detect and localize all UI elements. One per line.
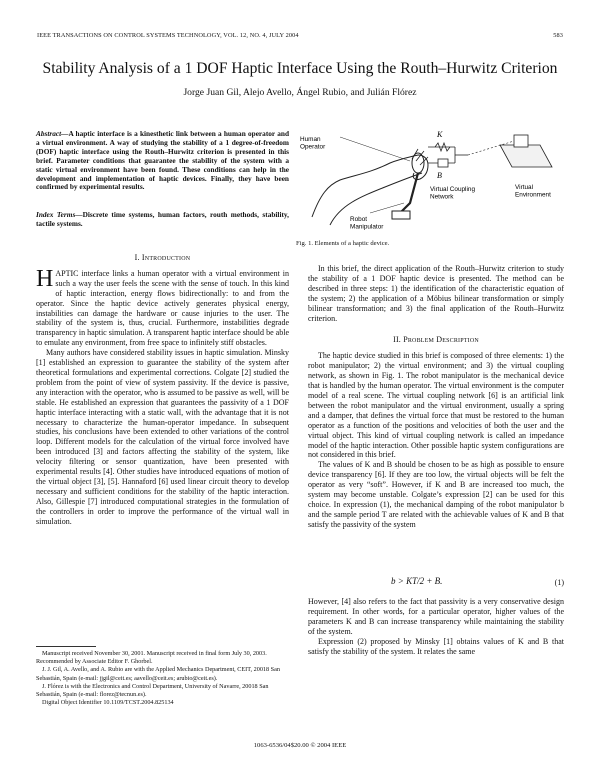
fig-label-k: K	[437, 130, 443, 139]
problem-paragraph-2: The values of K and B should be chosen to be as high as possible to ensure device transparency [6]. If they are too low, the virtual objects will be felt the operator as very “soft”. However, if K and B are increased too much, the system may become unstable. Colgate’s expression [2] can be used for this choice. In expression (1), the mechanical damping of the robot manipulator b and the sample period T are related with the achievable values of K and B that satisfy the passivity of the system	[308, 460, 564, 529]
damper-b	[438, 159, 448, 167]
intro-paragraph-1-text: interface links a human operator with a virtual environment in such a way the user feels the scene with the sense of touch. In this kind of haptic interaction, energy flows bidirectionally: to and from the operator. Since the haptic device actively generates physical energy, instabilities can damage the hardware or cause injuries to the user. The stability of the system is, thus, crucial. Furthermore, instabilities degrade transparency in haptic simulation. A transparent haptic interface should be able to emulate any environment, from free space to infinitely stiff obstacles.	[36, 268, 290, 348]
footnote-1: Manuscript received November 30, 2001. Manuscript received in final form July 30, 2003. Recommended by Associate Editor F. Ghorbel.	[36, 650, 267, 666]
fig-label-robot: Robot Manipulator	[350, 216, 384, 231]
paper-title: Stability Analysis of a 1 DOF Haptic Interface Using the Routh–Hurwitz Criterion	[42, 60, 558, 77]
haptic-device-diagram	[300, 125, 570, 235]
intro-paragraph-1	[36, 265, 290, 348]
section1-heading: I. Introduction	[134, 253, 191, 262]
intro-paragraph-2: Many authors have considered stability issues in haptic simulation. Minsky [1] established an expression to guarantee the stability of the system after theoretical formulations and experimental corrections. Colgate [2] studied the problem from the point of view of system passivity. If the device is passive, any interaction with the operator, who is assumed to be passive as well, will be stable. He established an expression that guarantees the passivity of a 1 DOF haptic interface interacting with a static wall, with the advantage that it is not necessary to characterize the human-operator impedance. In subsequent studies, his conclusions have been extended to other variations of the control loop. Different models for the calculation of the virtual force involved have been introduced [3] and factors affecting the stability of the system, like velocity filtering or sensor quantization, have been presented with experimental results [4]. Other studies have introduced equations of motion of the virtual object [3], [5]. Hannaford [6] used linear circuit theory to develop necessary and sufficient conditions for the stability of the haptic interaction. Also, Gillespie [7] introduced computational strategies in the formulation of the controllers in order to improve the performance of the virtual wall in simulation.	[36, 348, 289, 526]
problem-paragraph-4: Expression (2) proposed by Minsky [1] obtains values of K and B that satisfy the stability of the system. It relates the same	[308, 636, 564, 656]
section2-heading: II. Problem Description	[393, 335, 479, 345]
virtual-object	[514, 135, 528, 147]
abstract	[36, 130, 289, 192]
equation-1	[308, 576, 564, 590]
hand-fingers	[412, 149, 428, 165]
index-terms	[36, 211, 289, 229]
equation-body: b > KT/2 + B.	[391, 576, 443, 586]
copyright-footer: 1063-6536/04$20.00 © 2004 IEEE	[253, 742, 347, 749]
footnote-4: Digital Object Identifier 10.1109/TCST.2004.825134	[42, 699, 174, 707]
figure-caption: Fig. 1. Elements of a haptic device.	[296, 240, 390, 247]
problem-paragraph-3: However, [4] also refers to the fact that passivity is a very conservative design requirement. In other words, for a particular operator, higher values of the parameters K and B can increase transparency while maintaining the stability of the system.	[308, 597, 564, 636]
fig-label-human: Human Operator	[300, 136, 326, 151]
right-column	[308, 264, 564, 530]
right-intro-paragraph: In this brief, the direct application of the Routh–Hurwitz criterion to study the stability of a 1 DOF haptic device is presented. The method can be described in three steps: 1) the identification of the characteristic equation of the system; 2) the application of a Möbius bilinear transformation or simply bilinear transformation; and 3) the final application of the Routh–Hurwitz criterion.	[308, 264, 564, 323]
human-label-leader	[340, 137, 410, 161]
introduction-section	[36, 253, 289, 526]
footnote-rule	[36, 646, 96, 647]
operator-arm	[312, 155, 418, 217]
drop-cap: H	[36, 265, 54, 292]
abstract-text: A haptic interface is a kinesthetic link between a human operator and a virtual environment. A way of studying the stability of a 1 degree-of-freedom (DOF) haptic interface using the Routh–Hurwitz criterion is presented in this brief. Parameter conditions that guarantee the stability of the system with a static virtual environment have been found. These conditions can help in the development and implementation of haptic devices. Finally, they have been confirmed by experimental results.	[36, 129, 289, 192]
index-terms-label: Index Terms—	[36, 210, 83, 219]
fig-label-b: B	[437, 171, 442, 180]
footnotes	[36, 650, 289, 707]
footnote-2: J. J. Gil, A. Avello, and A. Rubio are with the Applied Mechanics Department, CEIT, 20018 San Sebastián, Spain (e-mail: jjgil@ceit.es; aavello@ceit.es; arubio@ceit.es).	[36, 666, 280, 682]
page-number: 583	[553, 32, 563, 39]
equation-number: (1)	[554, 578, 564, 587]
intro-lead-word: APTIC	[55, 268, 79, 278]
robot-base	[392, 211, 410, 219]
right-column-lower	[308, 597, 564, 656]
index-terms-text: Discrete time systems, human factors, routh methods, stability, tactile systems.	[36, 210, 289, 228]
author-list: Jorge Juan Gil, Alejo Avello, Ángel Rubio, and Julián Flórez	[183, 87, 417, 98]
robot-link	[400, 173, 418, 213]
journal-header: IEEE TRANSACTIONS ON CONTROL SYSTEMS TECHNOLOGY, VOL. 12, NO. 4, JULY 2004	[37, 32, 299, 39]
abstract-label: Abstract—	[36, 129, 69, 138]
virtual-env-surface	[500, 145, 552, 167]
fig-label-coupling: Virtual Coupling Network	[430, 186, 475, 201]
problem-paragraph-1: The haptic device studied in this brief is composed of three elements: 1) the robot manipulator; 2) the virtual environment; and 3) the virtual coupling network, as shown in Fig. 1. The robot manipulator is the mechanical device that is handled by the human operator. The virtual environment is the computer model of a real scene. The virtual coupling network [6] is an artificial link between the robot manipulator and the virtual environment, usually a spring and a damper, that defines the virtual force that must be restored to the human operator as a function of the positions and velocities of both the user and the virtual object. This kind of virtual coupling network is called an impedance model of the haptic interaction. Other possible haptic system configurations are not considered in this brief.	[308, 351, 564, 460]
footnote-3: J. Flórez is with the Electronics and Control Department, University of Navarre, 20018 San Sebastián, Spain (e-mail: florez@tecnun.es).	[36, 682, 269, 699]
running-header	[37, 32, 563, 44]
figure-1	[300, 125, 570, 235]
fig-label-environment: Virtual Environment	[515, 184, 551, 199]
